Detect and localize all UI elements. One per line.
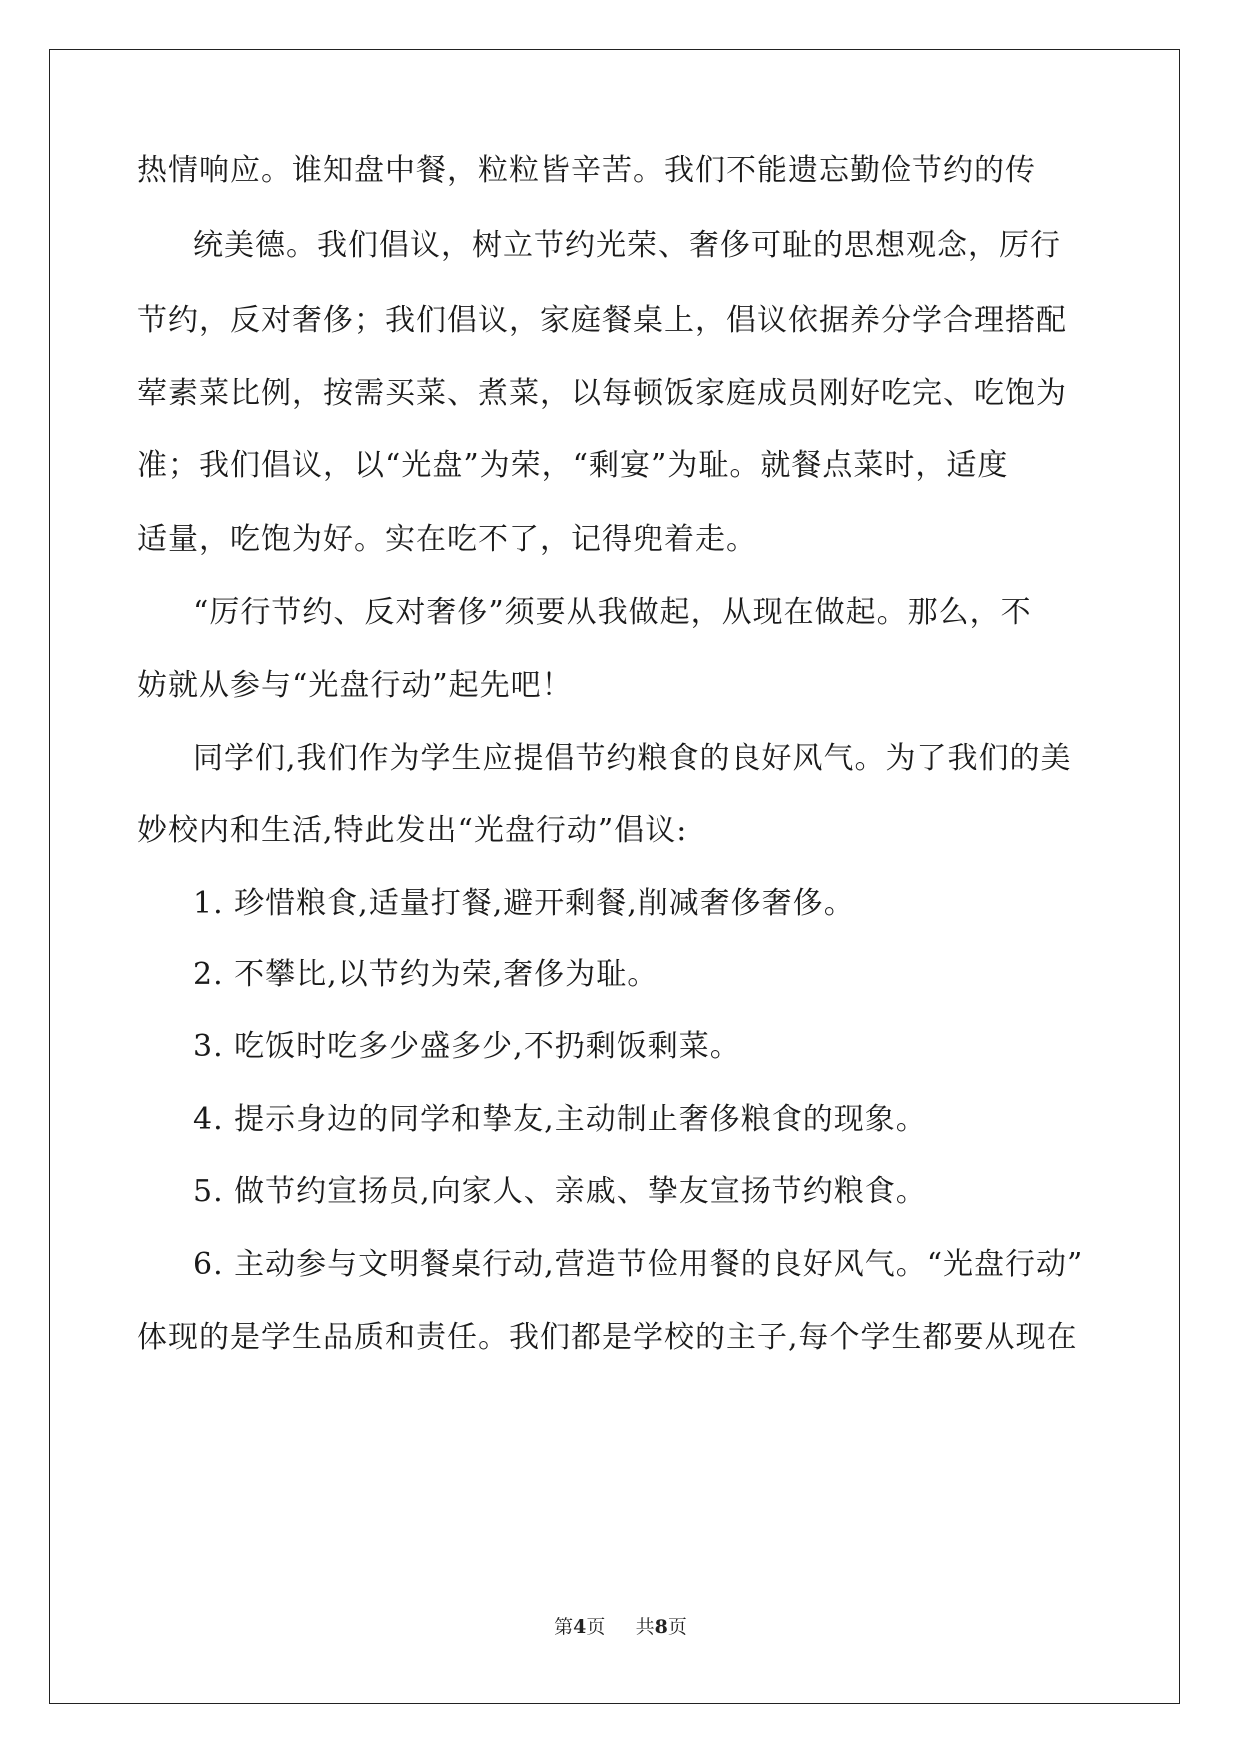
page-total: 8 [654,1616,668,1638]
text-line-10: 妙校内和生活,特此发出“光盘行动”倡议: [137,813,688,848]
text-line-2: 统美德。我们倡议，树立节约光荣、奢侈可耻的思想观念，厉行 [193,228,1061,263]
text-line-1: 热情响应。谁知盘中餐，粒粒皆辛苦。我们不能遗忘勤俭节约的传 [137,153,1036,188]
text-line-5: 准；我们倡议，以“光盘”为荣，“剩宴”为耻。就餐点菜时，适度 [137,448,1009,483]
page-current: 4 [573,1616,587,1638]
text-line-7: “厉行节约、反对奢侈”须要从我做起，从现在做起。那么，不 [193,595,1032,630]
text-line-3: 节约，反对奢侈；我们倡议，家庭餐桌上，倡议依据养分学合理搭配 [137,303,1067,338]
list-item-1: 1. 珍惜粮食,适量打餐,避开剩餐,削减奢侈奢侈。 [193,886,855,921]
list-item-4: 4. 提示身边的同学和挚友,主动制止奢侈粮食的现象。 [193,1102,927,1137]
text-line-9: 同学们,我们作为学生应提倡节约粮食的良好风气。为了我们的美 [193,741,1072,776]
page-border [49,49,1180,1704]
text-line-17: 体现的是学生品质和责任。我们都是学校的主子,每个学生都要从现在 [137,1320,1078,1355]
list-item-5: 5. 做节约宣扬员,向家人、亲戚、挚友宣扬节约粮食。 [193,1174,927,1209]
text-line-4: 荤素菜比例，按需买菜、煮菜，以每顿饭家庭成员刚好吃完、吃饱为 [137,376,1067,411]
list-item-6: 6. 主动参与文明餐桌行动,营造节俭用餐的良好风气。“光盘行动” [193,1247,1084,1282]
text-line-8: 妨就从参与“光盘行动”起先吧！ [137,668,573,703]
text-line-6: 适量，吃饱为好。实在吃不了，记得兜着走。 [137,522,757,557]
total-prefix: 共 [635,1616,655,1638]
total-suffix: 页 [667,1616,687,1638]
page-footer [0,1615,1241,1639]
list-item-3: 3. 吃饭时吃多少盛多少,不扔剩饭剩菜。 [193,1029,741,1064]
page-prefix: 第 [554,1616,574,1638]
page-suffix: 页 [586,1616,606,1638]
list-item-2: 2. 不攀比,以节约为荣,奢侈为耻。 [193,957,659,992]
